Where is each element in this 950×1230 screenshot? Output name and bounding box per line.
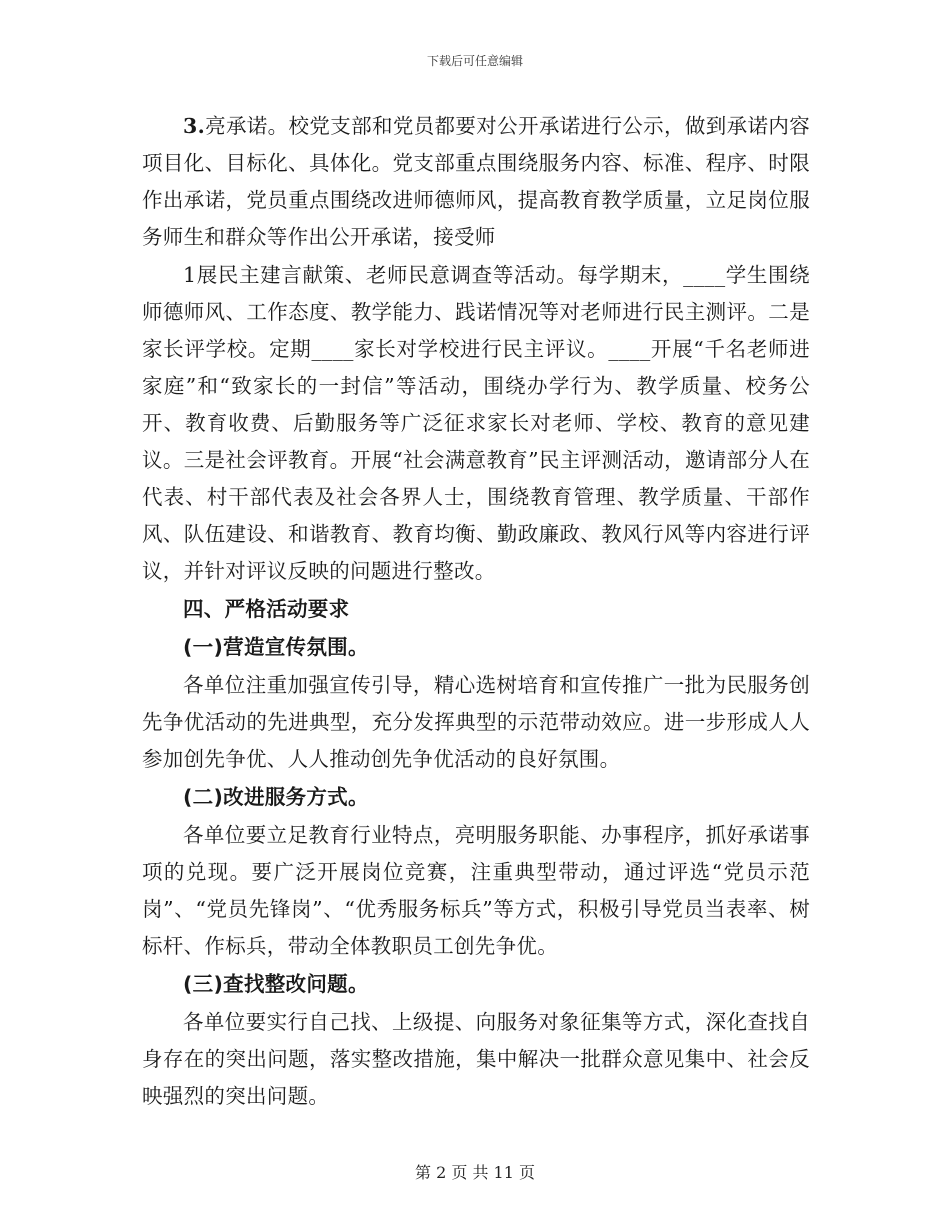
paragraph-commitment <box>142 108 810 256</box>
subsection-body-2: 各单位要立足教育行业特点，亮明服务职能、办事程序，抓好承诺事项的兑现。要广泛开展岗位竞赛，注重典型带动，通过评选“党员示范岗”、“党员先锋岗”、“优秀服务标兵”等方式，积极引导党员当表率、树标杆、作标兵，带动全体教职员工创先争优。 <box>142 823 810 958</box>
paragraph-evaluation: 1展民主建言献策、老师民意调查等活动。每学期末，____学生围绕师德师风、工作态度、教学能力、践诺情况等对老师进行民主测评。二是家长评学校。定期____家长对学校进行民主评议。____开展“千名老师进家庭”和“致家长的一封信”等活动，围绕办学行为、教学质量、校务公开、教育收费、后勤服务等广泛征求家长对老师、学校、教育的意见建议。三是社会评教育。开展“社会满意教育”民主评测活动，邀请部分人在代表、村干部代表及社会各界人士，围绕教育管理、教学质量、干部作风、队伍建设、和谐教育、教育均衡、勤政廉政、教风行风等内容进行评议，并针对评议反映的问题进行整改。 <box>142 263 810 583</box>
subsection-title-1: (一)营造宣传氛围。 <box>183 635 369 659</box>
subsection-title-2: (二)改进服务方式。 <box>183 785 369 809</box>
page-footer: 第 2 页 共 11 页 <box>415 1163 535 1182</box>
subsection-body-3: 各单位要实行自己找、上级提、向服务对象征集等方式，深化查找自身存在的突出问题，落实整改措施，集中解决一批群众意见集中、社会反映强烈的突出问题。 <box>142 1010 810 1108</box>
section-heading: 四、严格活动要求 <box>183 597 350 621</box>
document-body <box>142 108 810 1116</box>
paragraph-number: 3. <box>183 114 206 138</box>
paragraph-text: 亮承诺。校党支部和党员都要对公开承诺进行公示，做到承诺内容项目化、目标化、具体化。党支部重点围绕服务内容、标准、程序、时限作出承诺，党员重点围绕改进师德师风，提高教育教学质量，立足岗位服务师生和群众等作出公开承诺，接受师 <box>142 114 810 249</box>
page-header: 下载后可任意编辑 <box>426 54 523 68</box>
subsection-title-3: (三)查找整改问题。 <box>183 972 369 996</box>
subsection-body-1: 各单位注重加强宣传引导，精心选树培育和宣传推广一批为民服务创先争优活动的先进典型，充分发挥典型的示范带动效应。进一步形成人人参加创先争优、人人推动创先争优活动的良好氛围。 <box>142 673 810 771</box>
